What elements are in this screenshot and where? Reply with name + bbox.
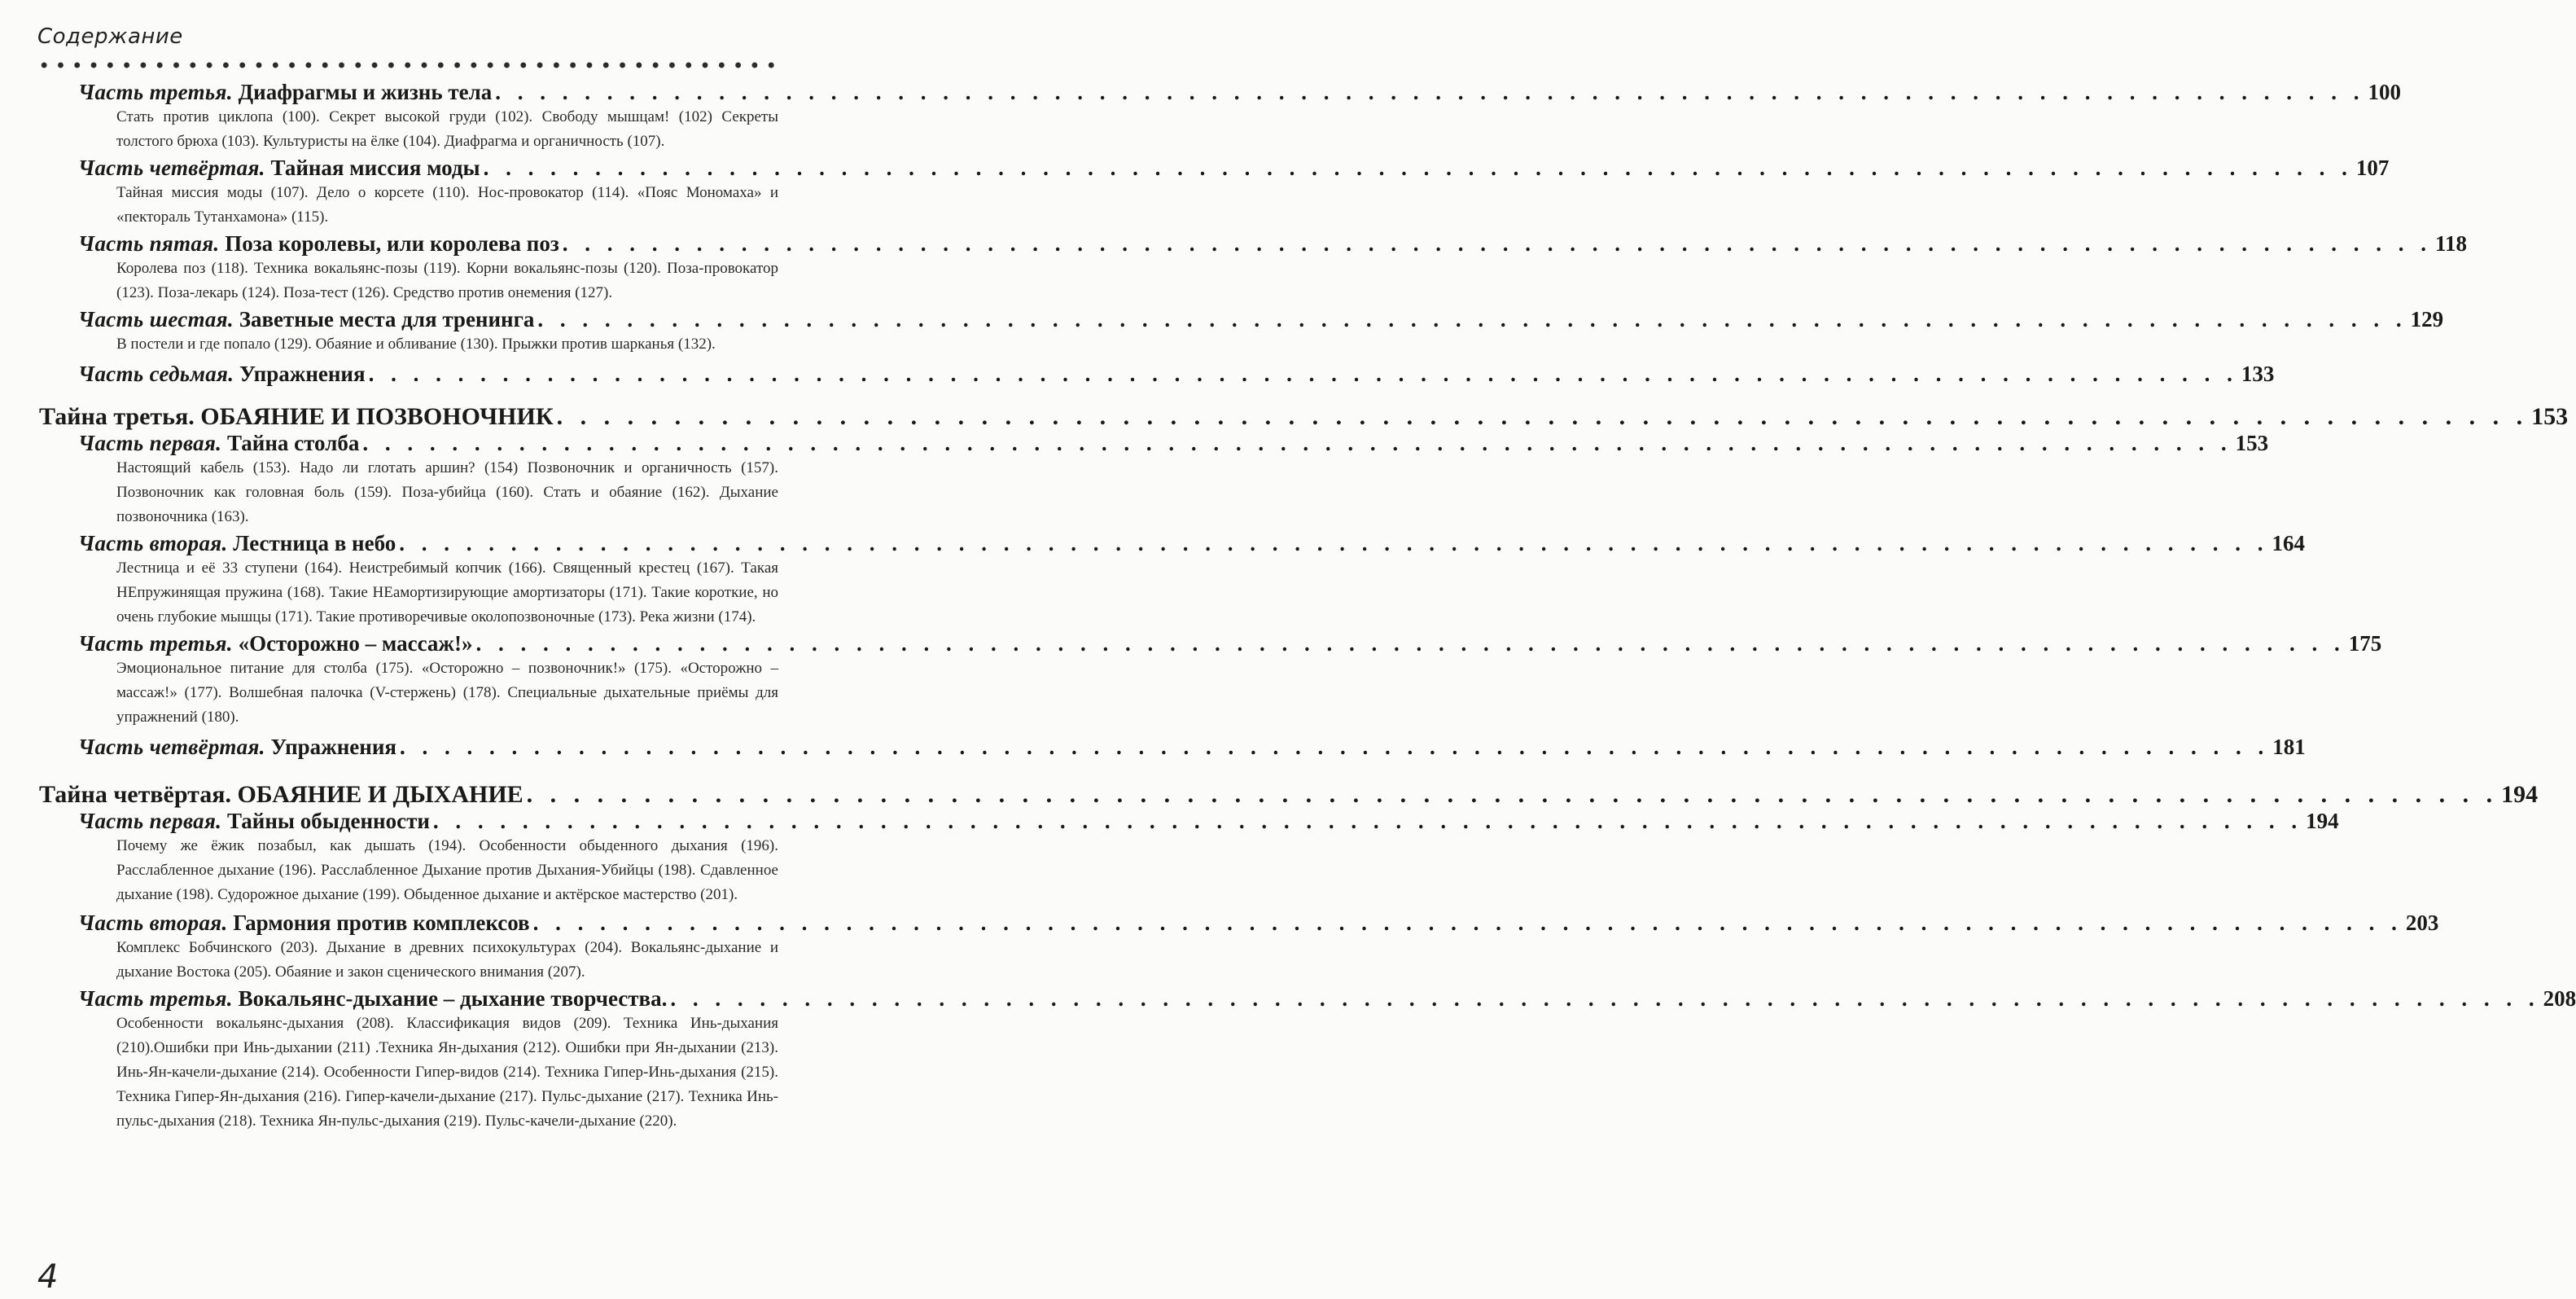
- toc-page-number: 153: [2531, 403, 2569, 430]
- toc-page-number: 181: [2272, 735, 2306, 759]
- toc-entry-description: Комплекс Бобчинского (203). Дыхание в древних психокультурах (204). Вокальянс-дыхание и дыхание Востока (205). Обаяние и закон сценического внимания (207).: [116, 939, 778, 981]
- dot-leader: . . . . . . . . . . . . . . . . . . . . . . . . . . . . . . . . . . . . . . . . . . . . . . . . . . . . . . . . . . . . . . . . . . . . . . . . . . . . . . . . . . . .: [532, 911, 2403, 935]
- toc-entry-label: Часть третья.: [78, 631, 233, 656]
- toc-entry-title: Гармония против комплексов: [233, 911, 530, 935]
- toc-entry-label: Часть вторая.: [78, 531, 228, 555]
- toc-page-number: 118: [2434, 231, 2467, 256]
- toc-entry-title: Упражнения: [239, 362, 366, 386]
- toc-entry-description: Настоящий кабель (153). Надо ли глотать аршин? (154) Позвоночник и органичность (157). Позвоночник как головная боль (159). Поза-убийца (160). Стать и обаяние (162). Дыхание позвоночника (163).: [116, 459, 778, 525]
- dot-leader: . . . . . . . . . . . . . . . . . . . . . . . . . . . . . . . . . . . . . . . . . . . . . . . . . . . . . . . . . . . . . . . . . . . . . . . . . . . . . . . . . . . .: [475, 631, 2346, 656]
- toc-entry-label: Часть третья.: [78, 80, 233, 104]
- toc-part-entry: [78, 911, 2439, 936]
- toc-entry-title: Поза королевы, или королева поз: [225, 231, 559, 256]
- toc-part-entry: [78, 735, 2306, 760]
- toc-part-entry: [78, 80, 2402, 105]
- toc-entry-title: Лестница в небо: [233, 531, 396, 555]
- toc-entry-title: Упражнения: [270, 735, 396, 759]
- dot-leader: . . . . . . . . . . . . . . . . . . . . . . . . . . . . . . . . . . . . . . . . . . . . . . . . . . . . . . . . . . . . . . . . . . . . . . . . . . . . . . . . . . . .: [399, 531, 2269, 555]
- toc-entry-description: Лестница и её 33 ступени (164). Неистребимый копчик (166). Священный крестец (167). Такая НЕпружинящая пружина (168). Такие НЕамортизирующие амортизаторы (171). Такие короткие, но очень глубокие мышцы (171). Такие противоречивые околопозвоночные (173). Река жизни (174).: [116, 560, 778, 625]
- dot-leader: . . . . . . . . . . . . . . . . . . . . . . . . . . . . . . . . . . . . . . . . . . . . . . . . . . . . . . . . . . . . . . . . . . . . . . . . . . . . . . . . . . . .: [400, 735, 2270, 759]
- toc-entry-title: Тайна третья. ОБАЯНИЕ И ПОЗВОНОЧНИК: [39, 403, 554, 430]
- toc-page-number: 107: [2355, 156, 2390, 180]
- dot-leader: . . . . . . . . . . . . . . . . . . . . . . . . . . . . . . . . . . . . . . . . . . . . . . . . . . . . . . . . . . . . . . . . . . . . . . . . . . . . . . . . . . . .: [526, 781, 2499, 808]
- dotted-rule: [36, 61, 778, 69]
- toc-part-entry: [78, 156, 2390, 181]
- toc-entry-label: Часть первая.: [78, 431, 222, 455]
- toc-entry-description: В постели и где попало (129). Обаяние и обливание (130). Прыжки против шарканья (132).: [116, 336, 716, 353]
- toc-page-number: 129: [2410, 307, 2444, 331]
- toc-page-number: 164: [2272, 531, 2305, 555]
- toc-section-entry: [39, 403, 2569, 431]
- toc-page-number: 100: [2368, 80, 2402, 104]
- toc-entry-title: «Осторожно – массаж!»: [238, 631, 473, 656]
- dot-leader: . . . . . . . . . . . . . . . . . . . . . . . . . . . . . . . . . . . . . . . . . . . . . . . . . . . . . . . . . . . . . . . . . . . . . . . . . . . . . . . . . . . .: [368, 362, 2238, 386]
- toc-page-number: 175: [2348, 631, 2382, 656]
- toc-entry-label: Часть шестая.: [78, 307, 234, 331]
- toc-page-number: 133: [2241, 362, 2275, 386]
- toc-entry-title: Тайная миссия моды: [270, 156, 480, 180]
- dot-leader: . . . . . . . . . . . . . . . . . . . . . . . . . . . . . . . . . . . . . . . . . . . . . . . . . . . . . . . . . . . . . . . . . . . . . . . . . . . . . . . . . . . .: [556, 403, 2529, 430]
- toc-entry-label: Часть четвёртая.: [78, 735, 265, 759]
- dot-leader: . . . . . . . . . . . . . . . . . . . . . . . . . . . . . . . . . . . . . . . . . . . . . . . . . . . . . . . . . . . . . . . . . . . . . . . . . . . . . . . . . . . .: [562, 231, 2432, 256]
- dot-leader: . . . . . . . . . . . . . . . . . . . . . . . . . . . . . . . . . . . . . . . . . . . . . . . . . . . . . . . . . . . . . . . . . . . . . . . . . . . . . . . . . . . .: [670, 986, 2540, 1011]
- toc-entry-description: Особенности вокальянс-дыхания (208). Классификация видов (209). Техника Инь-дыхания (210).Ошибки при Инь-дыхании (211) .Техника Ян-дыхания (212). Ошибки при Ян-дыхании (213). Инь-Ян-качели-дыхание (214). Особенности Гипер-видов (214). Техника Гипер-Инь-дыхания (215). Техника Гипер-Ян-дыхания (216). Гипер-качели-дыхание (217). Пульс-дыхание (217). Техника Инь-пульс-дыхания (218). Техника Ян-пульс-дыхания (219). Пульс-качели-дыхание (220).: [116, 1015, 778, 1130]
- toc-entry-title: Диафрагмы и жизнь тела: [238, 80, 493, 104]
- toc-entry-label: Часть третья.: [78, 986, 233, 1011]
- toc-part-entry: [78, 431, 2269, 456]
- running-header: Содержание: [37, 24, 183, 49]
- toc-part-entry: [78, 362, 2275, 387]
- toc-part-entry: [78, 631, 2382, 656]
- toc-entry-label: Часть четвёртая.: [78, 156, 265, 180]
- dot-leader: . . . . . . . . . . . . . . . . . . . . . . . . . . . . . . . . . . . . . . . . . . . . . . . . . . . . . . . . . . . . . . . . . . . . . . . . . . . . . . . . . . . .: [362, 431, 2232, 455]
- toc-part-entry: [78, 531, 2305, 556]
- toc-page-number: 203: [2405, 911, 2439, 935]
- toc-entry-description: Почему же ёжик позабыл, как дышать (194). Особенности обыденного дыхания (196). Расслабленное дыхание (196). Расслабленное Дыхание против Дыхания-Убийцы (198). Сдавленное дыхание (198). Судорожное дыхание (199). Обыденное дыхание и актёрское мастерство (201).: [116, 837, 778, 903]
- toc-page-number: 194: [2501, 781, 2539, 808]
- toc-entry-description: Эмоциональное питание для столба (175). «Осторожно – позвоночник!» (175). «Осторожно – массаж!» (177). Волшебная палочка (V-стержень) (178). Специальные дыхательные приёмы для упражнений (180).: [116, 660, 778, 726]
- toc-page-number: 208: [2543, 986, 2576, 1011]
- dot-leader: . . . . . . . . . . . . . . . . . . . . . . . . . . . . . . . . . . . . . . . . . . . . . . . . . . . . . . . . . . . . . . . . . . . . . . . . . . . . . . . . . . . .: [432, 809, 2303, 833]
- page-number: 4: [37, 1258, 59, 1296]
- toc-entry-label: Часть первая.: [78, 809, 222, 833]
- toc-entry-title: Заветные места для тренинга: [239, 307, 535, 331]
- toc-entry-title: Тайна столба: [226, 431, 360, 455]
- toc-page-number: 153: [2235, 431, 2269, 455]
- table-of-contents: [0, 80, 2576, 1134]
- toc-entry-label: Часть пятая.: [78, 231, 220, 256]
- toc-page-number: 194: [2306, 809, 2339, 833]
- dot-leader: . . . . . . . . . . . . . . . . . . . . . . . . . . . . . . . . . . . . . . . . . . . . . . . . . . . . . . . . . . . . . . . . . . . . . . . . . . . . . . . . . . . .: [483, 156, 2353, 180]
- toc-entry-title: Тайны обыденности: [226, 809, 430, 833]
- toc-entry-description: Тайная миссия моды (107). Дело о корсете (110). Нос-провокатор (114). «Пояс Мономаха» и «пектораль Тутанхамона» (115).: [116, 184, 778, 226]
- toc-entry-label: Часть вторая.: [78, 911, 228, 935]
- dot-leader: . . . . . . . . . . . . . . . . . . . . . . . . . . . . . . . . . . . . . . . . . . . . . . . . . . . . . . . . . . . . . . . . . . . . . . . . . . . . . . . . . . . .: [495, 80, 2365, 104]
- toc-part-entry: [78, 231, 2467, 257]
- toc-entry-label: Часть седьмая.: [78, 362, 234, 386]
- toc-entry-title: Вокальянс-дыхание – дыхание творчества.: [238, 986, 668, 1011]
- toc-part-entry: [78, 986, 2576, 1012]
- toc-part-entry: [78, 307, 2444, 332]
- toc-section-entry: [39, 781, 2539, 809]
- toc-part-entry: [78, 809, 2339, 834]
- toc-entry-description: Стать против циклопа (100). Секрет высокой груди (102). Свободу мышцам! (102) Секреты толстого брюха (103). Культуристы на ёлке (104). Диафрагма и органичность (107).: [116, 108, 778, 150]
- toc-entry-description: Королева поз (118). Техника вокальянс-позы (119). Корни вокальянс-позы (120). Поза-провокатор (123). Поза-лекарь (124). Поза-тест (126). Средство против онемения (127).: [116, 260, 778, 301]
- toc-entry-title: Тайна четвёртая. ОБАЯНИЕ И ДЫХАНИЕ: [39, 781, 524, 808]
- dot-leader: . . . . . . . . . . . . . . . . . . . . . . . . . . . . . . . . . . . . . . . . . . . . . . . . . . . . . . . . . . . . . . . . . . . . . . . . . . . . . . . . . . . .: [537, 307, 2407, 331]
